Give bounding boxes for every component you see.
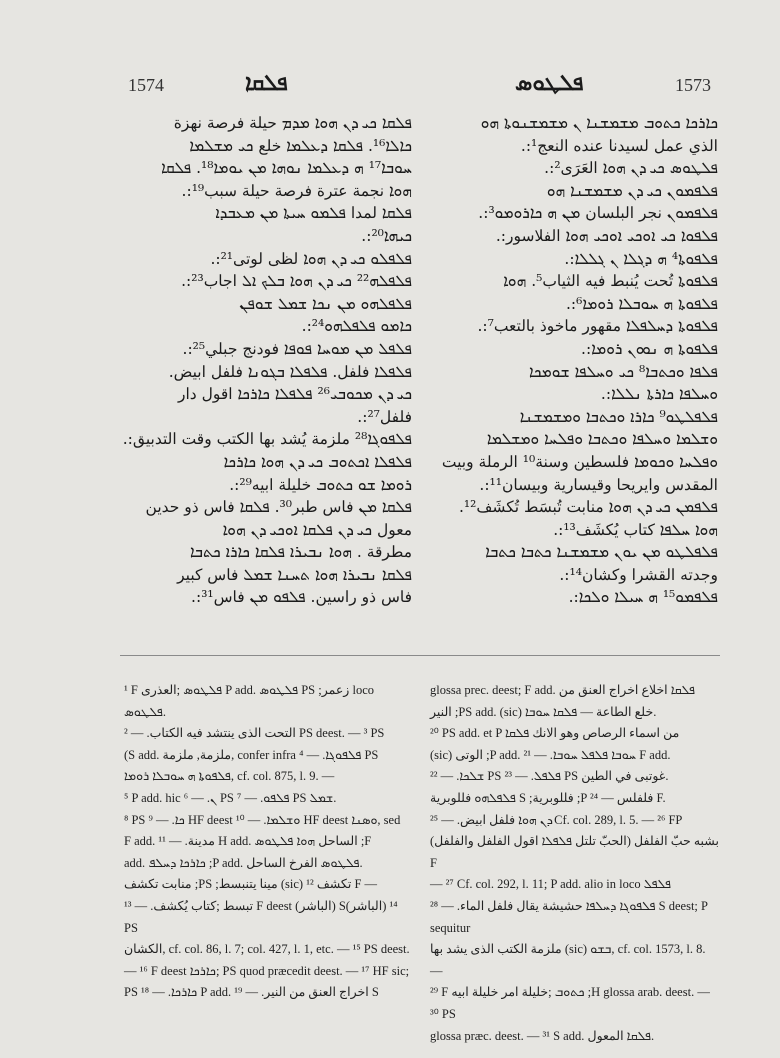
footnote-divider [120,655,720,656]
entry-line: معول ܟܝ ܕܢ ܦܠܩܐ ܐܘܟܝ ܕܢ ܗܘܐ [222,520,412,539]
entry-line: ܘܦܠܚܐ ܘܟܘܡܐ فلسطين وسنة¹⁰ الرملة وبيت [441,452,718,471]
entry-line: ܟܝ ܕܢ ܡܟܘܒܝ²⁶ ܦܠܦܠܐ ܟܐܪܟܐ اقول دار [177,385,412,404]
entry-line: ܦܠܩܐ لمدا ܦܠܡܘ ܚܝܬܐ ܡܢ ܡܥܒܕܐ [215,204,412,223]
entry-line: ܦܠܩܐ ܢܒܝܪܐ ܗܘܐ ܬܚܢܐ ܫܡܠ فاس كبير [177,565,412,584]
entry-line: ܪܘܡܐ ܫܘ ܟܬܘܒ خليلة ابيه²⁹:. [229,475,412,494]
footnote-line: ⁸ PS ܟܐ. — ⁹ HF deest ܘܫܠܡܐ. — ¹⁰ HF deest ܘܣܢܐ, sed [124,812,401,827]
entry-line: ܘܚܠܦܐ ܟܐܪܬܐ ܢܠܠܐ:. [600,385,718,404]
right-running-headword: ܦܠܛܘܣ [515,70,584,96]
left-footnotes [124,680,414,1004]
entry-line: ܟܐܠܐ¹⁶. ܦܠܩܐ ܕܥܠܡܐ خلع ܟܝ ܡܫܠܡܐ [189,136,412,155]
entry-line: ܦܠܦܘܬܐ ܗ ܚܘܒܠܐ ܪܘܡܐ⁶:. [566,294,718,313]
entry-line: الذي عمل لسيدنا عنده النعج¹:. [520,136,718,155]
footnote-line: add. ܟܐܪܟܐ ܕܚܠܦ ;P add. ܦܠܛܘܣ الفرخ الساحل. [124,855,363,870]
entry-line: ܦܠܦܐ ܘܟܬܒܐ⁸ ܟܝ ܘܚܠܦܐ ܫܘܡܟܐ [528,362,718,381]
entry-line: ܦܠܦܘܐ ܟܝ ܐܘܟܝ ܐܘܟܝ ܗܘܐ الفلاسور:. [495,226,718,245]
entry-line: ܦܠܦܘܬܐ ܗ ܢܘܘܢ ܪܘܡܐ:. [581,339,718,358]
entry-line: ܦܠܦܠ ܡܢ ܡܘܚܐ ܦܘܦܐ فودنج جبلي²⁵:. [182,339,412,358]
footnote-line: — ²⁷ Cf. col. 292, l. 11; P add. alio in loco ܦܠܦܠ [430,877,671,892]
footnote-line: ܫܠܟܐ. — ²² PS ܦܠܦܠ. — ²³ PS غوتبى في الطين. [430,769,669,784]
footnote-line: (S add. ملزمة, ملزمة, confer infra ܦܠܦܘܓܐ. — ⁴ PS [124,747,379,762]
footnote-line: النير ;PS add. (sic) خلع الطاعة — ܦܠܩܐ ܚܘܒܐ. [430,704,657,719]
entry-line: ܦܠܦܠܐ فلفل. ܦܠܦܠܐ ܒܓܘܢܐ فلفل ابيض. [168,362,412,381]
entry-line: ܦܠܛܘܣ ܟܝ ܕܢ ܗܘܐ العَرَى²:. [544,159,718,178]
footnote-line: — ¹⁶ F deest ܟܐܪܟܐ; PS quod præcedit deest. — ¹⁷ HF sic; [124,963,410,978]
entry-line: ܦܠܦܠܐ ܐܟܬܘܒ ܟܝ ܕܢ ܗܘܐ ܟܐܪܟܐ [223,452,412,471]
entry-line: ܦܠܦܘܓܐ²⁸ ملزمة يُشد بها الكتب وقت التدبيق:. [122,430,412,449]
footnote-line: glossa prec. deest; F add. ܦܠܩܐ اخلاع اخراج العنق من [430,683,696,697]
entry-line: ܦܠܦܘܬܐ تُحت يُنبط فيه الثياب⁵. ܗܘܐ [503,272,718,291]
footnote-line: ¹ F ܦܠܛܘܣ ;العذرى P add. ܦܠܛܘܣ PS ;زعمر loco ܦܠܛܘܣ. [124,683,374,719]
footnote-line: ²⁹ F ܟܬܘܒ ;خليلة امر خليلة ابيه ;H glossa arab. deest. — ³⁰ PS [430,985,710,1021]
footnote-line: PS ܟܐܪܟܐ. — ¹⁸ P add. اخراج العنق من النير. — ¹⁹ S [124,985,379,1000]
entry-line: مطرقة . ܗܘܐ ܢܒܝܪܐ ܦܠܩܐ ܟܐܪܐ ܟܬܒܐ [190,543,412,562]
footnote-line: (sic) الوتى ;P add. ܚܘܒܐ ܦܠܦܠ ܚܘܒܐ. — ²¹ F add. [430,747,671,762]
entry-line: وجدته القشرا وكشان¹⁴:. [559,565,718,584]
entry-line: ܟܐܪܟܐ ܟܬܘܒ ܡܫܡܫܢܐ ܢ ܡܫܡܫܢܘܬܐ ܗܘ [480,114,718,132]
entry-line: ܗܘܐ ܚܠܦܐ كتاب يُكشَف¹³:. [553,520,718,539]
entry-line: ܦܠܩܐ ܟܝ ܕܢ ܗܘܐ ܡܕܡ حيلة فرصة نهزة [173,114,412,132]
entry-line: ܚܘܒܐ¹⁷ ܗ ܕܥܠܡܐ ܢܘܗܐ ܡܢ ܝܘܡܐ¹⁸. ܦܠܩܐ [161,159,412,178]
entry-line: المقدس وايريحا وقيسارية وبيسان¹¹:. [479,475,718,494]
left-text-column [122,112,412,609]
entry-line: ܦܠܦܠܛܘ⁹ ܟܐܪܐ ܘܟܬܒܐ ܘܡܫܡܫܢܐ [519,407,718,426]
footnote-line: منابت تكشف ;PS ;مينا يتنبسط (sic) تكشف ¹² F — [124,877,378,892]
entry-line: ܦܠܦܡܢ ܟܝ ܕܢ ܗܘܐ منابت تُبسَط تُكشَف¹². [458,498,718,517]
entry-line: ܦܠܦܡܘ¹⁵ ܗ ܚܝܠܐ ܘܠܟܐ:. [568,588,718,607]
entry-line: فلفل²⁷:. [357,407,412,426]
entry-line: ܟܐܡܘ ܦܠܦܠܗܘ²⁴:. [301,317,412,336]
entry-line: ܦܠܦܡܘܢ ܟܝ ܕܢ ܡܫܡܫܢܐ ܗܘ [546,181,718,200]
entry-line: ܦܠܩܐ ܡܢ فاس طبر³⁰. ܦܠܩܐ فاس ذو حدين [145,498,412,517]
right-text-column [428,112,718,609]
entry-line: ܗܘܐ نجمة عترة فرصة حيلة سبب¹⁹:. [181,181,412,200]
entry-line: ܦܠܦܘܬܐ ܕܚܠܦܠܐ مقهور ماخوذ بالتعب⁷:. [477,317,718,336]
entry-line: ܦܠܦܠܘ ܟܝ ܕܢ ܗܘܐ لظى لوتى²¹:. [210,249,412,268]
footnote-line: الكشان, cf. col. 86, l. 7; col. 427, l. 1, etc. — ¹⁵ PS deest. [124,942,410,957]
footnote-line: ܕܢ ܗܘܐ فلفل ابيض. — ²⁵ Cf. col. 289, l. 5. — ²⁶ FP [430,812,683,827]
footnote-line: F add. مدينة. — ¹¹ H add. الساحل ܗܘܐ ܦܠܛܘܣ ;F [124,834,372,849]
left-running-headword: ܦܠܩܐ [245,70,288,96]
footnote-line: ²⁰ PS add. et P من اسماء الرصاص وهو الانك ܦܠܩܐ [430,726,680,741]
entry-line: فاس ذو راسين. ܦܠܦܘ ܡܢ فاس³¹:. [191,588,412,607]
entry-line: ܦܠܦܠܛܘ ܡܢ ܝܘܢ ܡܫܡܫܢܐ ܟܬܒܐ ܟܬܒܐ [485,543,718,562]
entry-line: ܦܠܦܡܘܢ نجر البلسان ܡܢ ܗ ܟܐܪܘܡܘ³:. [478,204,718,223]
footnote-line: بشبه حبّ الفلفل (الحبّ تلتل ܦܠܦܠܐ اقول الفلفل والفلفل) F [430,834,719,870]
entry-line: ܘܫܠܡܐ ܘܚܠܦܐ ܘܟܬܒܐ ܘܦܠܚܐ ܘܡܫܠܡܐ [486,430,718,449]
footnote-line: ملزمة الكتب الذى يشد بها (sic) ܒܫܘ, cf. col. 1573, l. 8. — [430,942,706,978]
footnote-line: ܦܠܦܘܬܐ ܗ ܚܘܒܠܐ ܪܘܡܐ, cf. col. 875, l. 9. — [124,769,335,784]
footnote-line: التحت الذى ينتشد فيه الكتاب. — ² PS deest. — ³ PS [124,726,385,741]
footnote-line: ܦܠܦܘܓܐ ܕܚܠܦܐ حشيشة يقال فلفل الماء. — ²⁸ S deest; P sequitur [430,898,708,935]
footnote-line: glossa præc. deest. — ³¹ S add. ܦܠܩܐ المعول. [430,1028,655,1043]
entry-line: ܦܠܦܠܗ²² ܟܝ ܕܢ ܗܘܐ ܒܠܟ ܐܠ اجاب²³:. [181,272,412,291]
footnote-line: ܦܠܦܠܗܘ فللوبرية S ;فللوبرية ;P فلفلس — ²⁴ F. [430,790,666,805]
entry-line: ܟܝܗܐ²⁰:. [361,226,412,245]
entry-line: ܦܠܦܘܬܐ⁴ ܗ ܕܓܠܐ ܢ ܓܠܠܐ:. [564,249,718,268]
right-footnotes [430,680,720,1047]
entry-line: ܦܠܦܠܗܘ ܡܢ ܢܟܐ ܫܡܠ ܫܘܦܢ [239,294,412,313]
left-page-number: 1574 [128,75,164,95]
footnote-line: ⁵ P add. hic ܢ. — ⁶ PS ܦܠܦܘ. — ⁷ PS ܫܡܠ. [124,790,337,805]
footnote-line: تبسط ;كتاب يُكشف. — ¹³ F deest (الباشر) S(الباشر) ¹⁴ PS [124,898,398,935]
right-page-number: 1573 [675,75,711,95]
